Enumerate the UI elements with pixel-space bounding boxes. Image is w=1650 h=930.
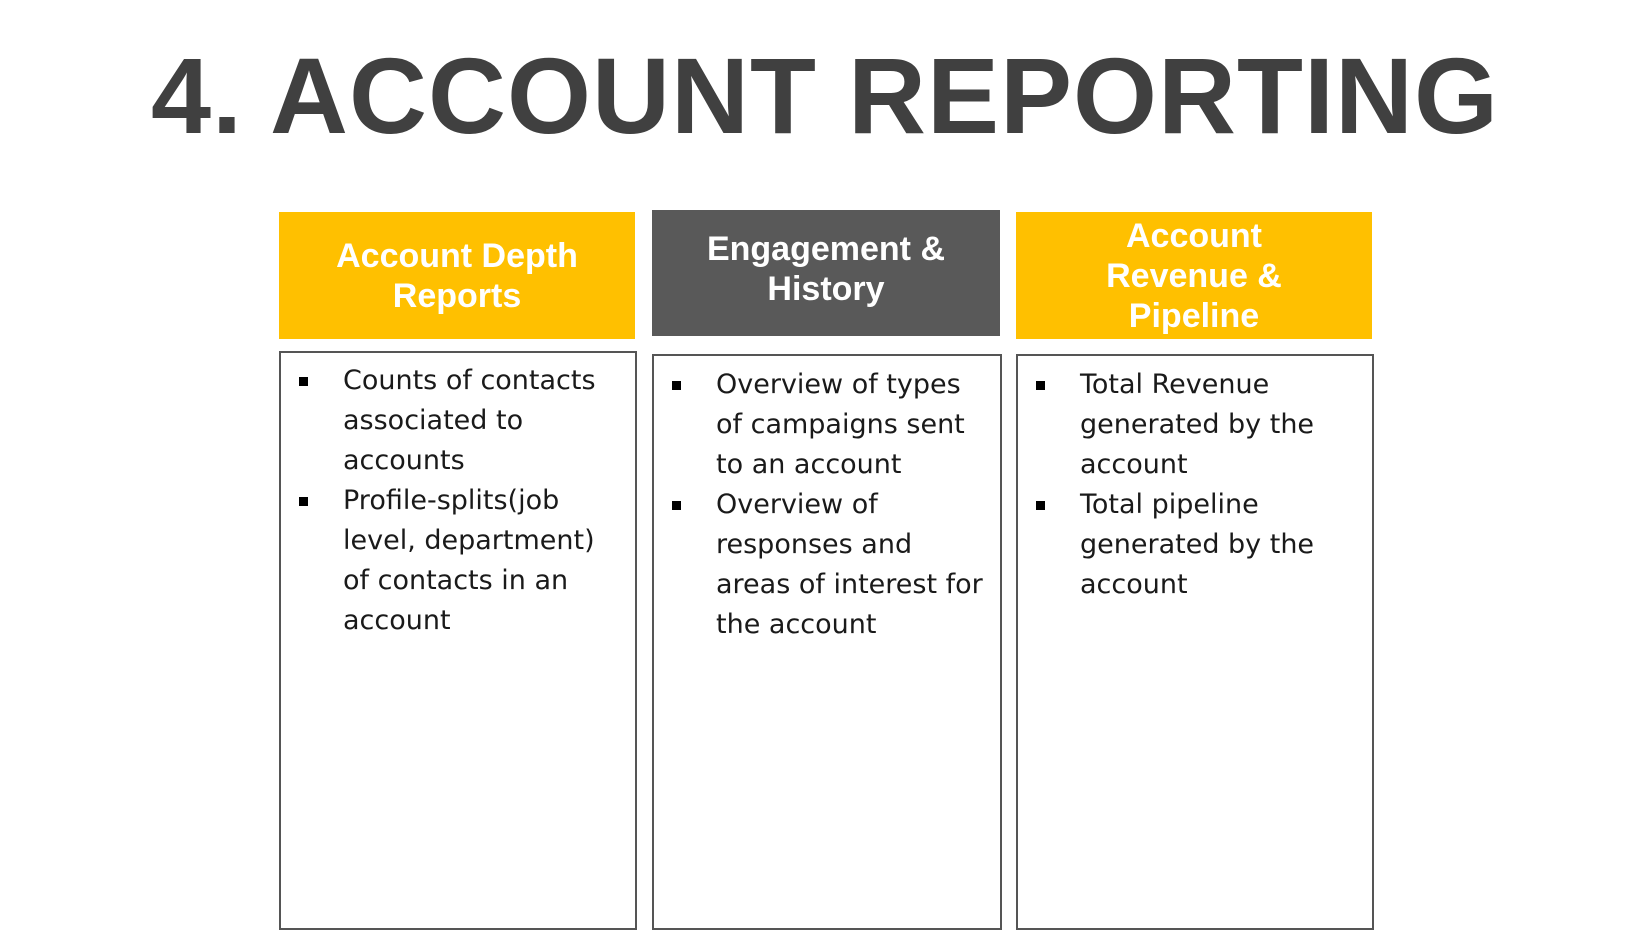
column-body-revenue-pipeline [1016,354,1374,930]
square-bullet-icon [1036,501,1045,510]
list-item-text: Total Revenue generated by the account [1080,369,1315,480]
square-bullet-icon [299,377,308,386]
slide-title: 4. ACCOUNT REPORTING [150,35,1500,156]
column-header-revenue-pipeline: Account Revenue & Pipeline [1016,212,1372,339]
bullet-list [281,361,615,641]
list-item [1018,485,1332,605]
column-body-engagement [652,354,1002,930]
list-item-text: Counts of contacts associated to accounts [343,365,596,476]
column-header-account-depth: Account Depth Reports [279,212,635,339]
column-body-account-depth [279,351,637,930]
list-item [281,361,615,481]
list-item-text: Overview of types of campaigns sent to an account [716,369,965,480]
square-bullet-icon [672,381,681,390]
bullet-list [654,365,986,645]
square-bullet-icon [299,497,308,506]
bullet-list [1018,365,1332,605]
list-item [654,365,986,485]
list-item-text: Profile-splits(job level, department) of contacts in an account [343,485,595,636]
column-header-engagement: Engagement & History [652,210,1000,336]
list-item-text: Overview of responses and areas of interest for the account [716,489,983,640]
square-bullet-icon [1036,381,1045,390]
list-item [1018,365,1332,485]
list-item [281,481,615,641]
list-item [654,485,986,645]
square-bullet-icon [672,501,681,510]
list-item-text: Total pipeline generated by the account [1080,489,1315,600]
